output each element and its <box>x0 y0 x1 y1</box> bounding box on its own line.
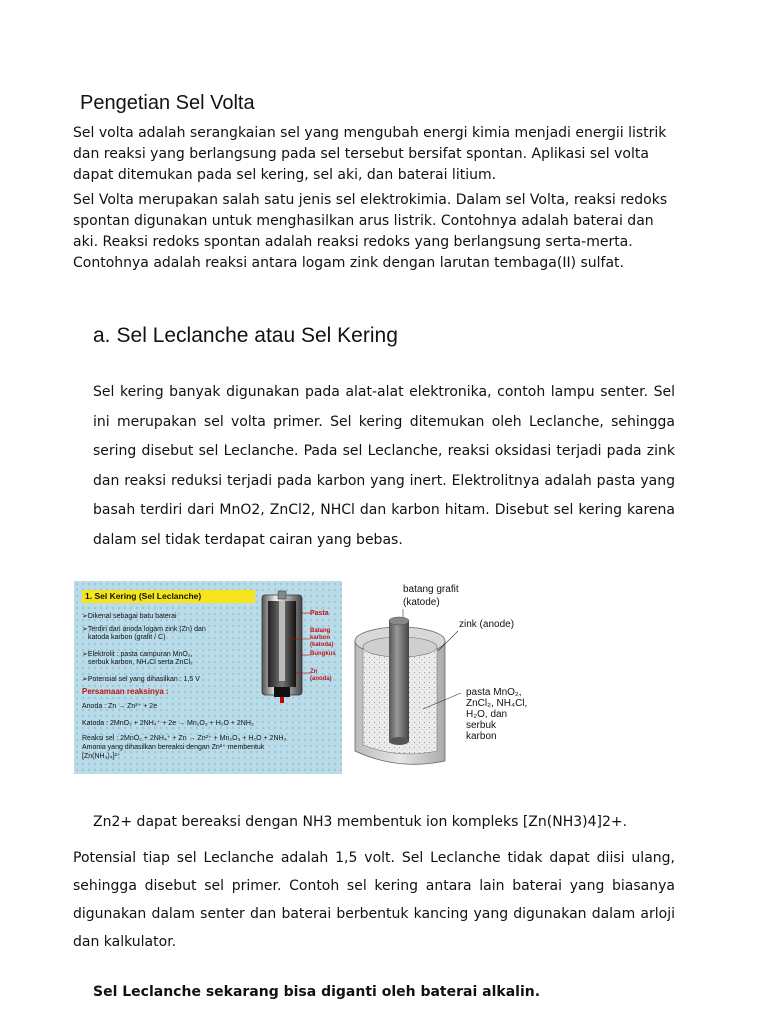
label-batang-karbon: Batang karbon (katoda) <box>310 628 334 648</box>
sel-kering-paragraph: Sel kering banyak digunakan pada alat-alat elektronika, contoh lampu senter. Sel ini merupakan sel volta primer. Sel kering ditemukan oleh Leclanche, sehingga sering disebut sel Leclanche. Pada sel Leclanche, reaksi oksidasi terjadi pada zink dan reaksi reduksi terjadi pada karbon yang inert. Elektrolitnya adalah pasta yang basah terdiri dari MnO2, ZnCl2, NHCl dan karbon hitam. Disebut sel kering karena dalam sel tidak terdapat cairan yang bebas. <box>93 384 675 548</box>
section-number: a. <box>93 324 111 347</box>
intro-paragraph-2: Sel Volta merupakan salah satu jenis sel elektrokimia. Dalam sel Volta, reaksi redoks spontan digunakan untuk menghasilkan arus listrik. Contohnya adalah baterai dan aki. Reaksi redoks spontan adalah reaksi redoks yang berlangsung serta-merta. Contohnya adalah reaksi antara logam zink dengan larutan tembaga(II) sulfat. <box>73 192 668 271</box>
intro-paragraph-1: Sel volta adalah serangkaian sel yang mengubah energi kimia menjadi energii listrik dan reaksi yang berlangsung pada sel tersebut bersifat spontan. Aplikasi sel volta dapat ditemukan pada sel kering, sel aki, dan baterai litium. <box>73 125 667 183</box>
pasta-line-1: pasta MnO₂, <box>466 687 522 698</box>
page-title: Pengetian Sel Volta <box>80 92 255 114</box>
pasta-line-3: H₂O, dan <box>466 709 508 720</box>
label-bungkus: Bungkus <box>310 651 336 657</box>
dry-cell-infographic <box>74 581 342 774</box>
dry-cell-cutaway-diagram <box>343 581 538 776</box>
label-katode: (katode) <box>403 597 440 608</box>
pasta-line-5: karbon <box>466 731 497 742</box>
reaction-sel: Reaksi sel : 2MnO₂ + 2NH₄⁺ + Zn → Zn²⁺ + Mn₂O₃ + H₂O + 2NH₃ <box>82 735 287 742</box>
label-pasta: Pasta <box>310 610 329 617</box>
pasta-line-2: ZnCl₂, NH₄Cl, <box>466 698 528 709</box>
label-zink-anode: zink (anode) <box>459 619 515 630</box>
potensial-paragraph: Potensial tiap sel Leclanche adalah 1,5 volt. Sel Leclanche tidak dapat diisi ulang, sehingga disebut sel primer. Contoh sel kering antara lain baterai yang biasanya digunakan dalam senter dan baterai berbentuk kancing yang digunakan dalam arloji dan kalkulator. <box>73 850 675 950</box>
infographic-header: 1. Sel Kering (Sel Leclanche) <box>82 590 255 603</box>
bullet-1: ➢Dikenal sebagai batu baterai <box>82 613 177 620</box>
bullet-2b: katoda karbon (grafit / C) <box>88 634 166 641</box>
label-pasta-mix <box>466 687 527 742</box>
reaction-complex: [Zn(NH₃)₄]²⁺ <box>82 753 121 760</box>
closing-statement: Sel Leclanche sekarang bisa diganti oleh baterai alkalin. <box>93 984 541 1000</box>
bullet-3b: serbuk karbon, NH₄Cl serta ZnCl₂ <box>88 659 193 666</box>
section-a-heading <box>93 324 398 348</box>
persamaan-label: Persamaan reaksinya : <box>82 687 169 696</box>
label-batang-grafit: batang grafit <box>403 584 459 595</box>
bullet-2: ➢Terdiri dari anoda logam zink (Zn) dan <box>82 626 206 633</box>
zn-complex-line: Zn2+ dapat bereaksi dengan NH3 membentuk ion kompleks [Zn(NH3)4]2+. <box>93 814 628 830</box>
bullet-3: ➢Elektrolit : pasta campuran MnO₂, <box>82 651 193 658</box>
reaction-anoda: Anoda : Zn → Zn²⁺ + 2e <box>82 703 158 710</box>
cutaway-illustration <box>343 581 538 776</box>
label-zn-anoda: Zn (anoda) <box>310 669 332 682</box>
reaction-note: Amonia yang dihasilkan bereaksi dengan Zn²⁺ membentuk <box>82 744 265 751</box>
reaction-katoda: Katoda : 2MnO₂ + 2NH₄⁺ + 2e → Mn₂O₃ + H₂O + 2NH₃ <box>82 720 254 727</box>
section-title: Sel Leclanche atau Sel Kering <box>116 324 398 347</box>
bullet-4: ➢Potensial sel yang dihasilkan : 1,5 V <box>82 676 200 683</box>
pasta-line-4: serbuk <box>466 720 497 731</box>
